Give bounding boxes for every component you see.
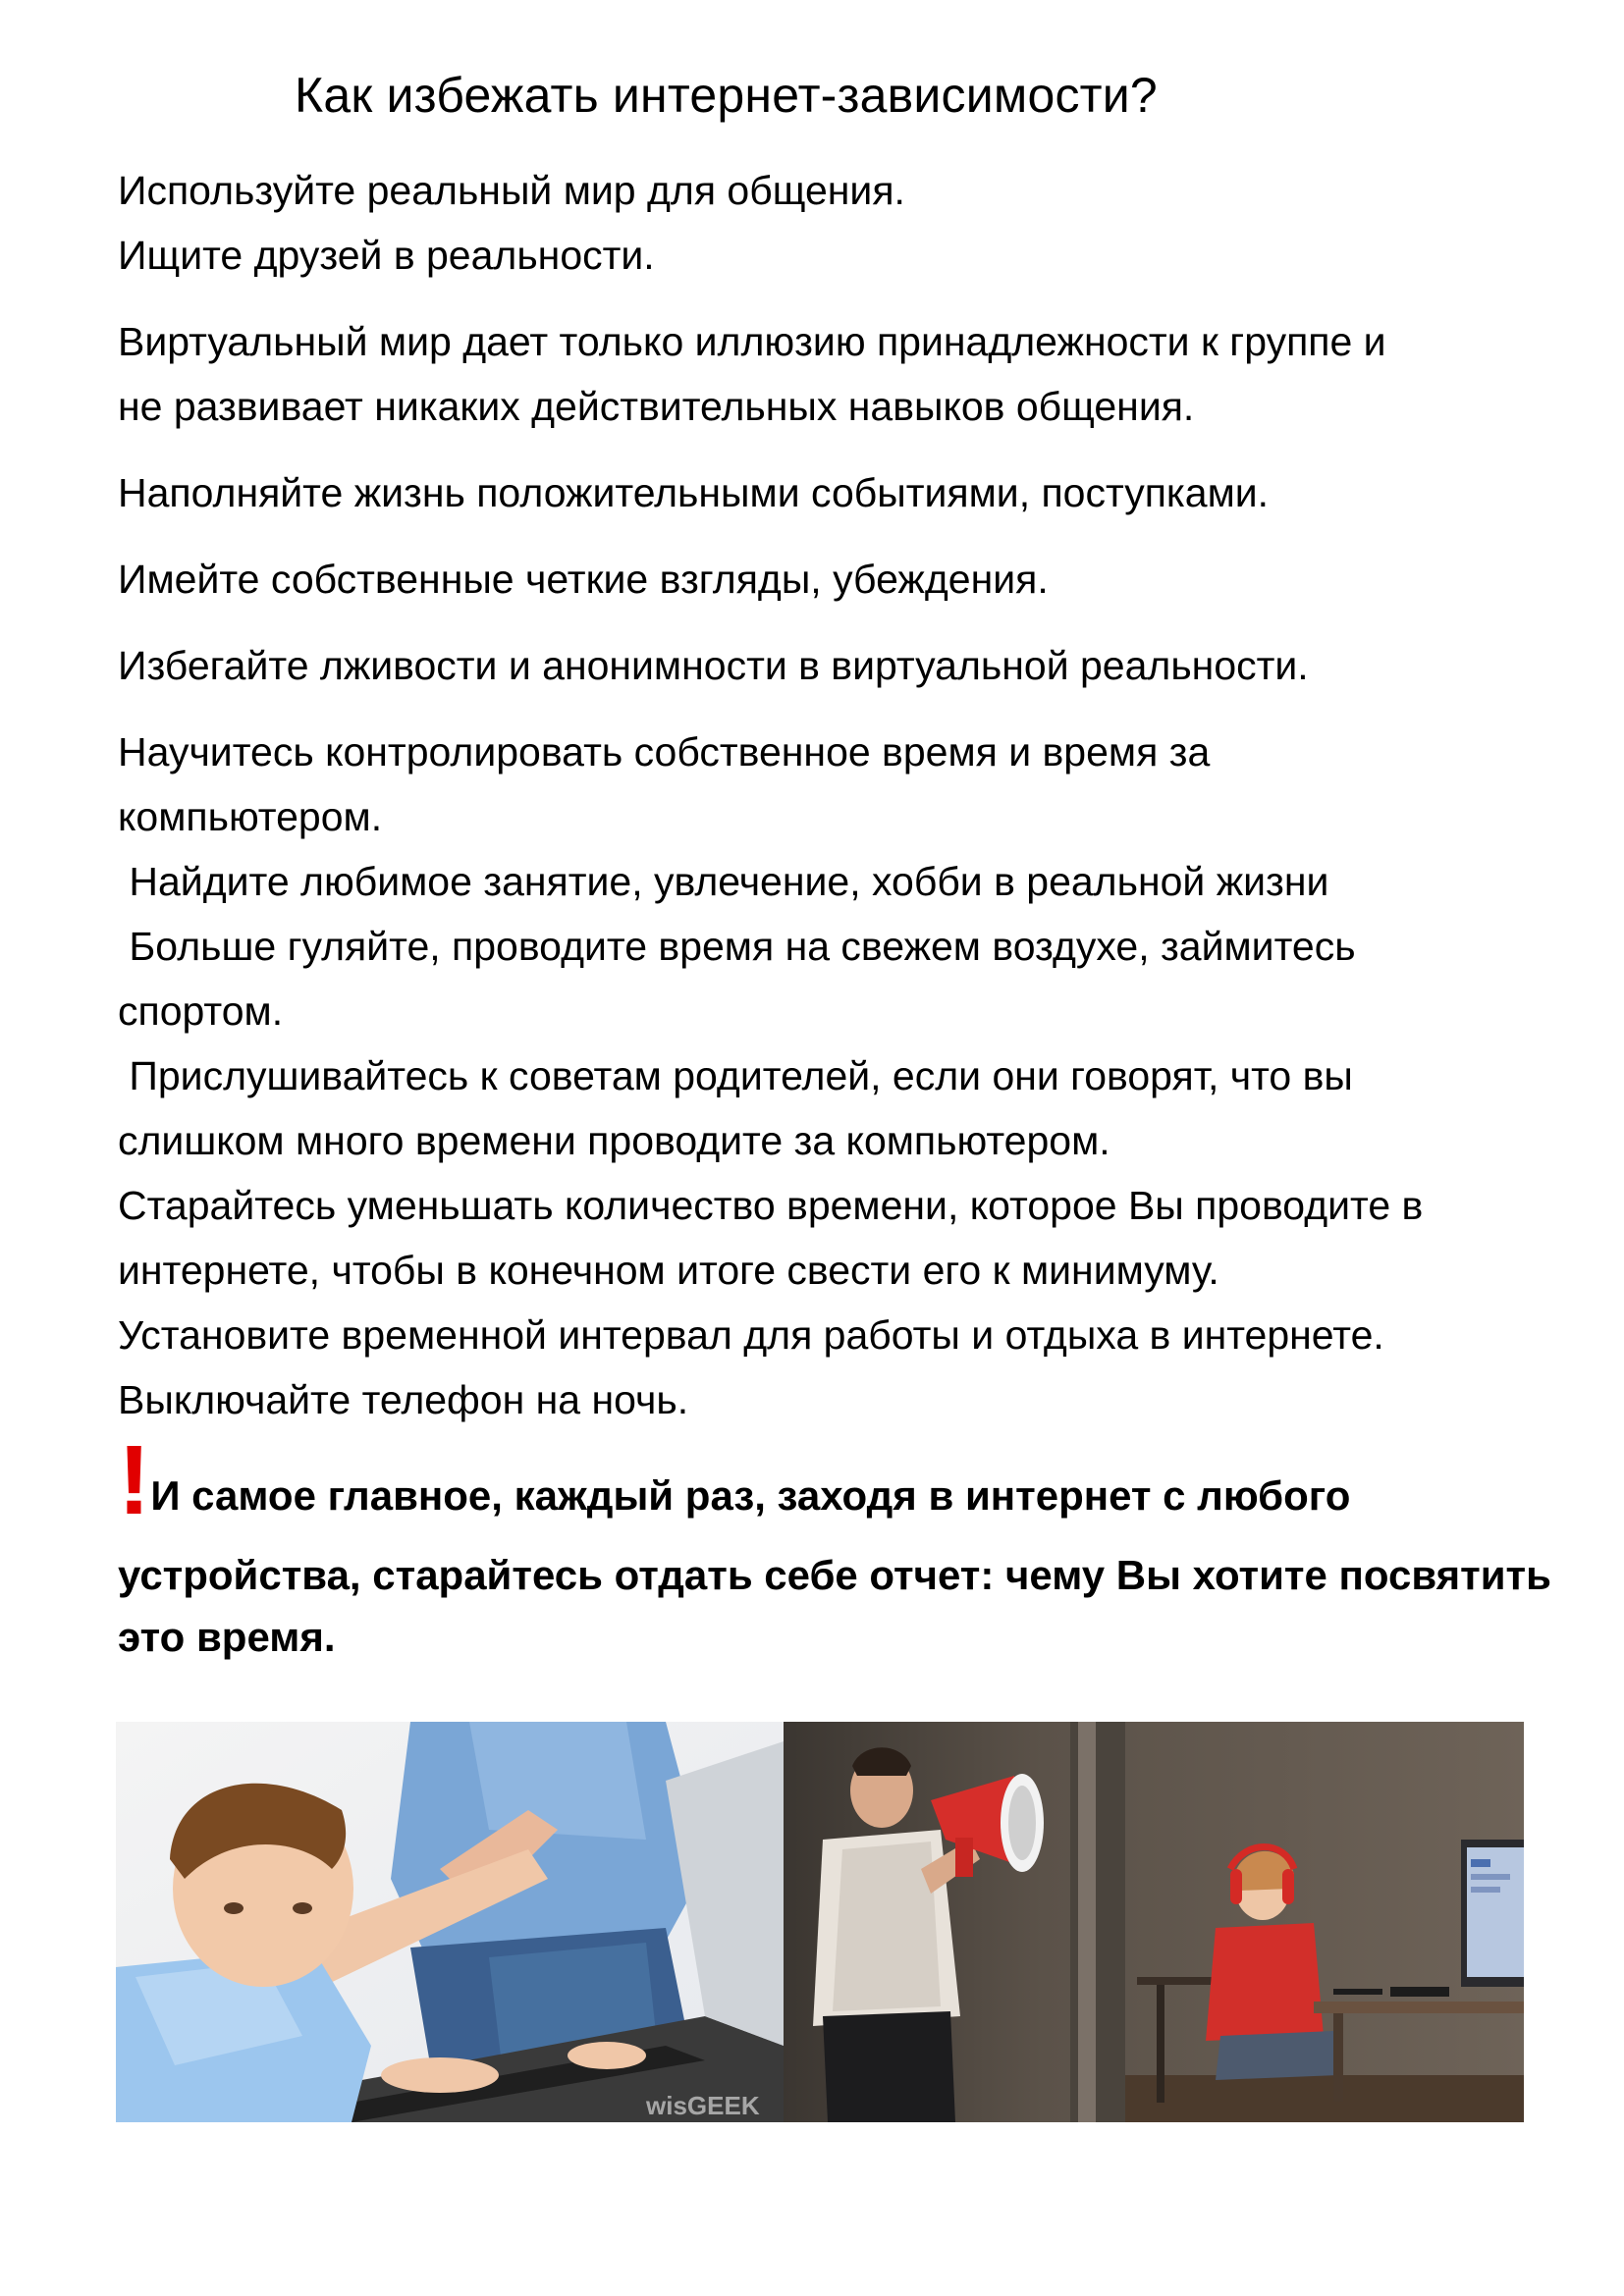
- photo-boy-at-laptop: [116, 1722, 784, 2122]
- advice-line: спортом.: [118, 988, 284, 1034]
- important-note: [118, 1425, 1571, 1670]
- advice-line: Найдите любимое занятие, увлечение, хобби в реальной жизни: [118, 859, 1329, 904]
- important-line: это время.: [118, 1614, 336, 1660]
- advice-line: слишком много времени проводите за компьютером.: [118, 1118, 1110, 1163]
- photo-watermark: wisGEEK: [646, 2091, 760, 2120]
- advice-line: Старайтесь уменьшать количество времени, которое Вы проводите в: [118, 1183, 1424, 1228]
- advice-line: Ищите друзей в реальности.: [118, 233, 655, 278]
- page-title: Как избежать интернет-зависимости?: [295, 68, 1158, 123]
- photo-strip: [116, 1722, 1524, 2122]
- advice-line: Наполняйте жизнь положительными событиями, поступками.: [118, 470, 1270, 515]
- photo-father-megaphone: [784, 1722, 1524, 2122]
- advice-line: Установите временной интервал для работы и отдыха в интернете.: [118, 1312, 1384, 1358]
- advice-line: Используйте реальный мир для общения.: [118, 168, 905, 213]
- advice-line: Больше гуляйте, проводите время на свежем воздухе, займитесь: [118, 924, 1356, 969]
- important-line: !И самое главное, каждый раз, заходя в интернет с любого: [118, 1425, 1351, 1535]
- advice-line: Избегайте лживости и анонимности в виртуальной реальности.: [118, 643, 1309, 688]
- advice-line: Виртуальный мир дает только иллюзию принадлежности к группе и: [118, 319, 1386, 364]
- advice-line: интернете, чтобы в конечном итоге свести его к минимуму.: [118, 1248, 1219, 1293]
- advice-line: Научитесь контролировать собственное время и время за: [118, 729, 1211, 774]
- advice-line: не развивает никаких действительных навыков общения.: [118, 384, 1195, 429]
- advice-line: компьютером.: [118, 794, 383, 839]
- advice-line: Прислушивайтесь к советам родителей, если они говорят, что вы: [118, 1053, 1353, 1098]
- important-line: устройства, старайтесь отдать себе отчет: чему Вы хотите посвятить: [118, 1552, 1551, 1598]
- advice-line: Имейте собственные четкие взгляды, убеждения.: [118, 557, 1049, 602]
- advice-line: Выключайте телефон на ночь.: [118, 1377, 689, 1422]
- exclamation-mark: !: [118, 1425, 151, 1535]
